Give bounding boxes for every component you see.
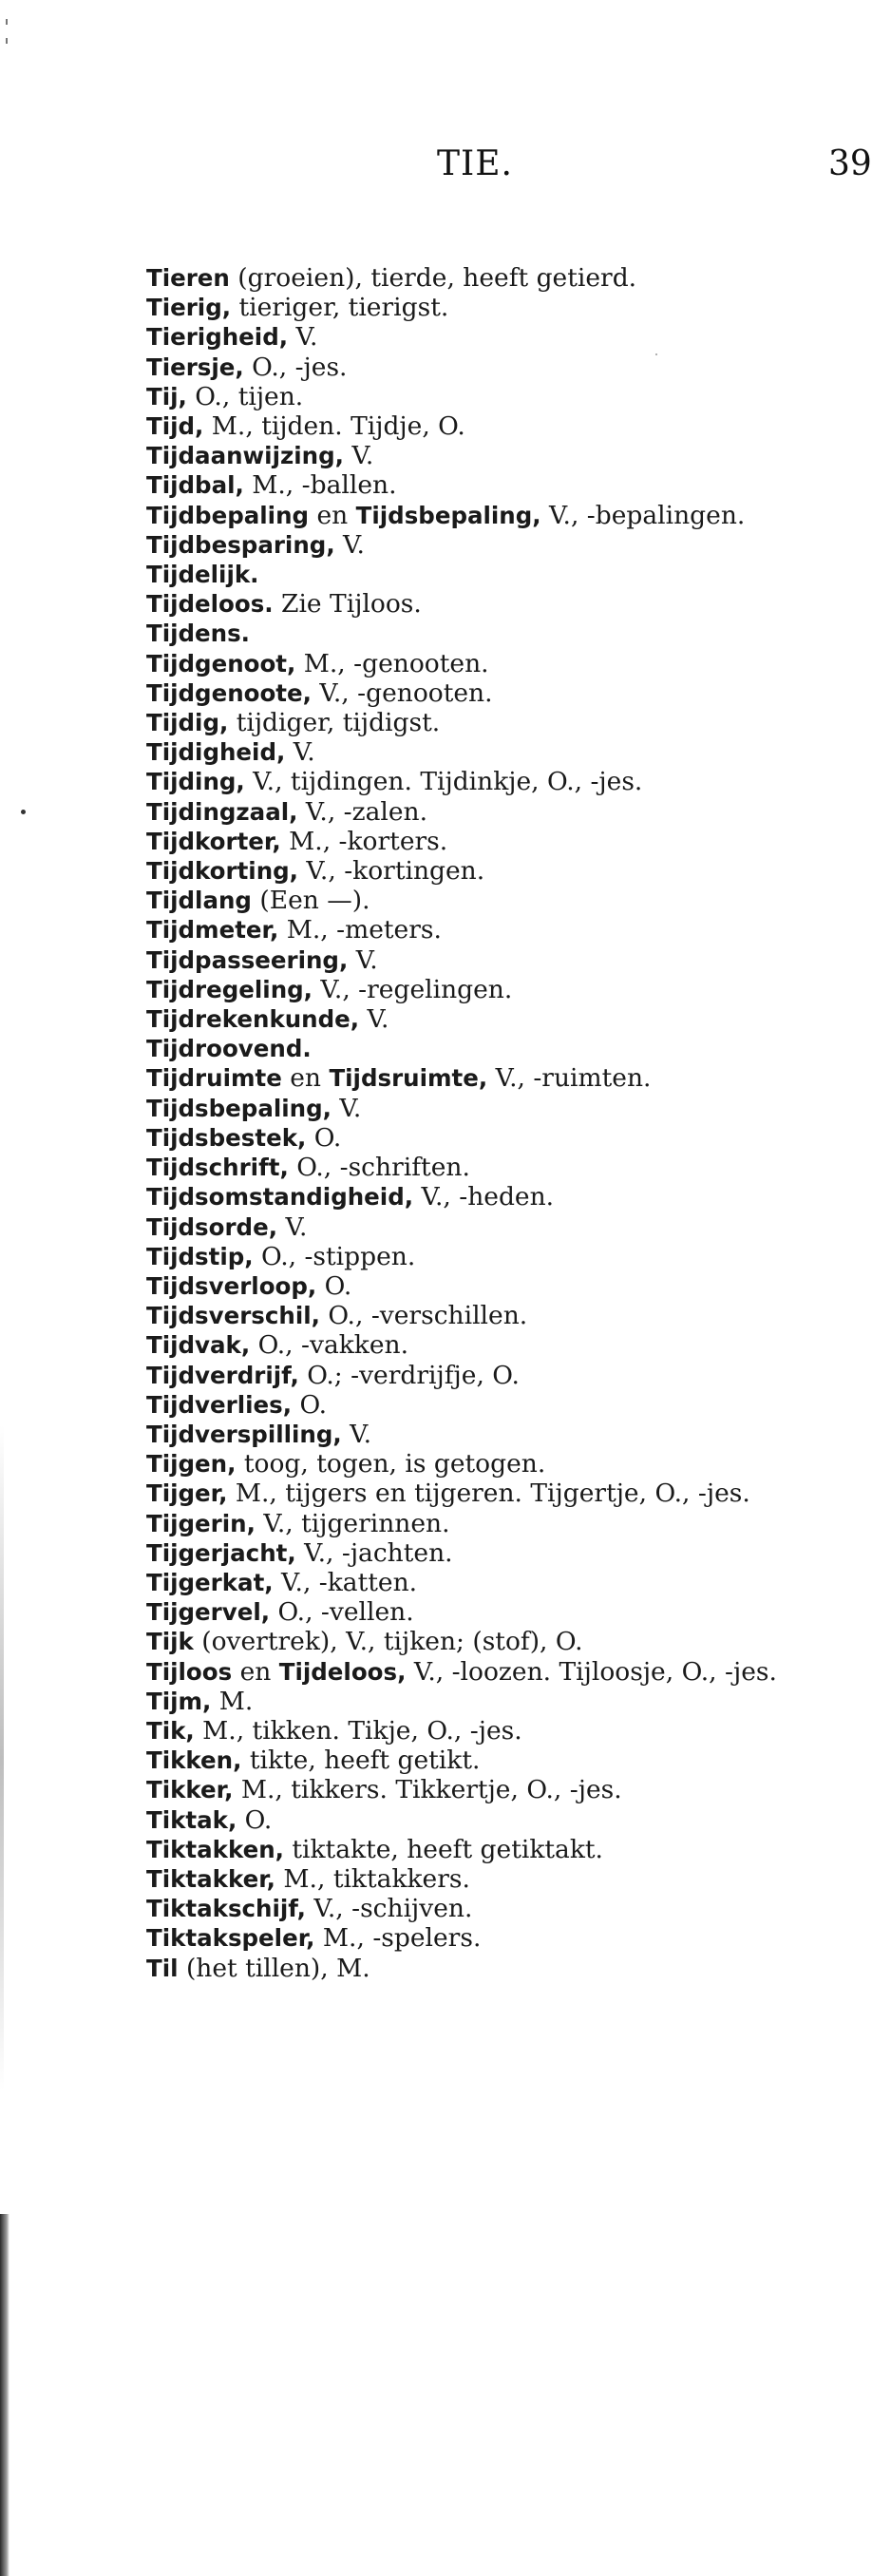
entry-text: M.	[211, 1686, 254, 1716]
entry-tijk	[146, 1627, 849, 1656]
entry-text: tieriger, tierigst.	[231, 293, 449, 323]
headword: Tijdmeter,	[146, 916, 279, 945]
headword: Tijdpasseering,	[146, 945, 349, 974]
headword: Tijdbal,	[146, 471, 244, 500]
headword: Tijdgenoot,	[146, 649, 296, 677]
headword: Tijdbesparing,	[146, 530, 335, 559]
entry-text: O.	[237, 1804, 273, 1835]
entry-text: V., -kortingen.	[298, 856, 485, 887]
headword: Tijdverlies,	[146, 1390, 293, 1419]
headword: Tierigheid,	[146, 323, 289, 352]
entry-text: V.	[348, 945, 378, 975]
headword: Tijger,	[146, 1479, 228, 1508]
headword: Tiktakker,	[146, 1864, 275, 1893]
entry-text: O., -vakken.	[250, 1330, 409, 1361]
entry-text: O., -vellen.	[270, 1597, 414, 1628]
headword: Tijk	[146, 1628, 194, 1656]
headword: Tijdvak,	[146, 1331, 251, 1360]
headword: Tiersje,	[146, 353, 244, 381]
entry-tiktak	[146, 1805, 849, 1835]
entry-tijdbal	[146, 470, 849, 500]
entry-tijdverspilling	[146, 1420, 849, 1449]
entry-text: M., -ballen.	[243, 470, 397, 501]
headword: Tijding,	[146, 768, 245, 796]
entry-tijdigheid	[146, 737, 849, 767]
entry-text: O.	[306, 1122, 342, 1153]
headword: Tijdaanwijzing,	[146, 442, 344, 470]
entry-text: V., -loozen. Tijloosje, O., -jes.	[406, 1656, 777, 1687]
entry-tikken	[146, 1746, 849, 1775]
entry-text: O.	[316, 1270, 352, 1301]
headword: Tijdbepaling	[146, 501, 310, 529]
entry-tiersje	[146, 353, 849, 382]
entry-text: V., tijdingen. Tijdinkje, O., -jes.	[244, 767, 643, 797]
entry-tijgerin	[146, 1509, 849, 1538]
entry-tijgen	[146, 1449, 849, 1479]
headword: Tijdeloos.	[146, 590, 274, 619]
headword: Tijdsverschil,	[146, 1302, 320, 1330]
entry-text: V., -katten.	[273, 1567, 418, 1597]
entry-text: V.	[285, 737, 315, 768]
entry-text: (groeien), tierde, heeft getierd.	[229, 263, 637, 293]
page-left-edge	[0, 0, 15, 2576]
running-head: TIE.	[437, 144, 513, 183]
entry-tijding	[146, 767, 849, 796]
headword: Tijdkorting,	[146, 857, 298, 886]
entry-text: (het tillen), M.	[178, 1953, 370, 1983]
entry-text: M., tijgers en tijgeren. Tijgertje, O., -jes.	[227, 1479, 750, 1509]
entry-text: V.	[343, 441, 374, 471]
entry-tijm	[146, 1687, 849, 1716]
headword: Tijdroovend.	[146, 1035, 312, 1063]
entry-tijdig	[146, 708, 849, 737]
entry-tiktakspeler	[146, 1923, 849, 1953]
entry-tijdverdrijf	[146, 1361, 849, 1390]
entry-tijd	[146, 411, 849, 441]
entry-tijdgenoot	[146, 649, 849, 678]
entry-tijdens	[146, 619, 849, 648]
entry-tieren	[146, 263, 849, 293]
entry-tijgerjacht	[146, 1538, 849, 1568]
entry-tijdbesparing	[146, 530, 849, 560]
headword: Tijdregeling,	[146, 975, 313, 1003]
entry-text: M., tikken. Tikje, O., -jes.	[194, 1715, 522, 1746]
entry-tik	[146, 1716, 849, 1746]
entry-tijdmeter	[146, 915, 849, 945]
entry-text: V., -heden.	[413, 1182, 555, 1212]
headword: Tik,	[146, 1716, 195, 1745]
entry-tiktakker	[146, 1864, 849, 1894]
entry-text: V., -regelingen.	[312, 974, 513, 1004]
entry-tijdsverschil	[146, 1301, 849, 1330]
headword: Tijdingzaal,	[146, 797, 298, 826]
edge-mark	[6, 38, 8, 44]
entry-text: M., -korters.	[280, 826, 448, 856]
entry-text: Zie Tijloos.	[273, 589, 422, 620]
headword: Tij,	[146, 382, 187, 410]
headword: Tijgerjacht,	[146, 1538, 296, 1567]
entry-text: V., -zalen.	[297, 796, 428, 827]
entry-text: O., -stippen.	[253, 1241, 416, 1271]
entry-tijdgenoote	[146, 678, 849, 708]
headword: Tijdkorter,	[146, 827, 281, 855]
headword: Tijdstip,	[146, 1242, 254, 1270]
headword: Tiktak,	[146, 1805, 237, 1834]
entry-tijdpasseering	[146, 945, 849, 975]
headword: Tijgerkat,	[146, 1568, 274, 1596]
headword: Tiktakspeler,	[146, 1924, 315, 1953]
entry-text: O.	[292, 1389, 328, 1420]
entry-text: M., tijden. Tijdje, O.	[203, 411, 465, 442]
entry-text: M., tikkers. Tikkertje, O., -jes.	[233, 1775, 622, 1805]
headword: Tijd,	[146, 412, 204, 441]
entry-tijdsverloop	[146, 1271, 849, 1301]
headword: Tijdsomstandigheid,	[146, 1183, 414, 1212]
entry-text: V.	[341, 1419, 372, 1449]
headword: Tijdlang	[146, 887, 252, 915]
headword: Tijloos	[146, 1657, 233, 1686]
entry-tijdkorting	[146, 856, 849, 886]
entry-text: M., -spelers.	[314, 1923, 482, 1954]
headword: Tikker,	[146, 1776, 234, 1804]
headword: Tijdverspilling,	[146, 1420, 342, 1448]
headword: Tijdig,	[146, 709, 229, 737]
headword: Tijdverdrijf,	[146, 1361, 299, 1389]
entry-text: (Een —).	[251, 886, 370, 916]
entry-text: V., -genooten.	[311, 677, 493, 708]
edge-mark	[6, 19, 8, 25]
entry-tijdsbestek	[146, 1123, 849, 1153]
entry-tij	[146, 382, 849, 411]
headword: Tiktakschijf,	[146, 1895, 306, 1923]
binding-shadow	[0, 2214, 9, 2576]
entry-tijdelijk	[146, 560, 849, 589]
entry-text: en	[309, 500, 356, 530]
entry-text: V., -jachten.	[295, 1537, 453, 1568]
headword: Tikken,	[146, 1746, 242, 1775]
entry-text: tikte, heeft getikt.	[241, 1746, 481, 1776]
entry-tijdrekenkunde	[146, 1004, 849, 1034]
entry-text: tiktakte, heeft getiktakt.	[283, 1834, 603, 1864]
entry-tijloos	[146, 1657, 849, 1687]
headword-variant: Tijdeloos,	[278, 1657, 407, 1686]
headword: Tijdens.	[146, 620, 250, 648]
entry-tijdroovend	[146, 1034, 849, 1063]
entry-tijdruimte	[146, 1063, 849, 1093]
headword: Tijdsverloop,	[146, 1271, 317, 1300]
entry-tijdsorde	[146, 1212, 849, 1242]
entry-text: O., -verschillen.	[319, 1301, 528, 1331]
headword: Tiktakken,	[146, 1835, 284, 1863]
entry-text: M., -meters.	[278, 915, 442, 945]
entry-tijdstip	[146, 1242, 849, 1271]
entry-text: V.	[277, 1212, 308, 1242]
entry-text: V., tijgerinnen.	[255, 1508, 450, 1538]
entry-tijdschrift	[146, 1153, 849, 1182]
entry-tijdsomstandigheid	[146, 1182, 849, 1212]
headword: Tijgerin,	[146, 1509, 256, 1537]
headword: Tijdsbestek,	[146, 1123, 307, 1152]
headword: Tijdelijk.	[146, 561, 259, 589]
headword: Tijdruimte	[146, 1064, 282, 1093]
entry-tiktakken	[146, 1835, 849, 1864]
headword: Tijdsorde,	[146, 1212, 278, 1241]
entry-text: V.	[288, 322, 318, 353]
headword-variant: Tijdsruimte,	[329, 1064, 488, 1093]
entry-tijdkorter	[146, 827, 849, 856]
entry-til	[146, 1954, 849, 1983]
headword: Til	[146, 1954, 179, 1982]
entry-tierig	[146, 293, 849, 322]
headword: Tijdgenoote,	[146, 678, 312, 707]
dictionary-entries	[146, 263, 849, 1983]
entry-text: O.; -verdrijfje, O.	[298, 1360, 520, 1390]
entry-text: M., -genooten.	[295, 648, 489, 678]
entry-tijgerkat	[146, 1568, 849, 1597]
headword-variant: Tijdsbepaling,	[355, 501, 541, 529]
entry-text: en	[232, 1656, 279, 1687]
entry-text: V.	[334, 529, 365, 560]
entry-tijgervel	[146, 1597, 849, 1627]
headword: Tijdigheid,	[146, 738, 286, 767]
entry-tierigheid	[146, 322, 849, 352]
headword: Tijm,	[146, 1687, 212, 1715]
entry-tijdbepaling	[146, 501, 849, 530]
entry-tijdverlies	[146, 1390, 849, 1420]
entry-text: V.	[359, 1004, 389, 1035]
entry-text: V., -ruimten.	[487, 1063, 652, 1094]
entry-tijdeloos	[146, 589, 849, 619]
entry-text: tijdiger, tijdigst.	[228, 708, 441, 738]
headword: Tijdsbepaling,	[146, 1094, 332, 1122]
entry-text: M., tiktakkers.	[275, 1863, 470, 1894]
entry-tijger	[146, 1479, 849, 1508]
entry-tiktakschijf	[146, 1894, 849, 1923]
entry-tijdsbepaling	[146, 1094, 849, 1123]
page-number: 39	[828, 144, 872, 183]
entry-text: O., -jes.	[243, 352, 348, 382]
headword: Tijdrekenkunde,	[146, 1005, 360, 1034]
entry-text: V., -schijven.	[305, 1894, 473, 1924]
entry-tijdingzaal	[146, 797, 849, 827]
entry-tikker	[146, 1775, 849, 1804]
entry-tijdvak	[146, 1330, 849, 1360]
entry-tijdlang	[146, 886, 849, 915]
entry-text: V.	[331, 1093, 362, 1123]
headword: Tijdschrift,	[146, 1154, 289, 1182]
entry-tijdaanwijzing	[146, 441, 849, 470]
entry-tijdregeling	[146, 975, 849, 1004]
headword: Tieren	[146, 264, 230, 292]
stray-print-dot	[21, 810, 26, 814]
entry-text: en	[281, 1063, 330, 1094]
entry-text: O., -schriften.	[288, 1153, 470, 1183]
binding-shadow-light	[0, 1425, 4, 2090]
headword: Tierig,	[146, 294, 232, 322]
entry-text: (overtrek), V., tijken; (stof), O.	[193, 1627, 583, 1657]
entry-text: O., tijen.	[186, 381, 304, 411]
entry-text: V., -bepalingen.	[540, 500, 746, 530]
headword: Tijgen,	[146, 1450, 237, 1479]
headword: Tijgervel,	[146, 1598, 271, 1627]
entry-text: toog, togen, is getogen.	[236, 1449, 546, 1479]
